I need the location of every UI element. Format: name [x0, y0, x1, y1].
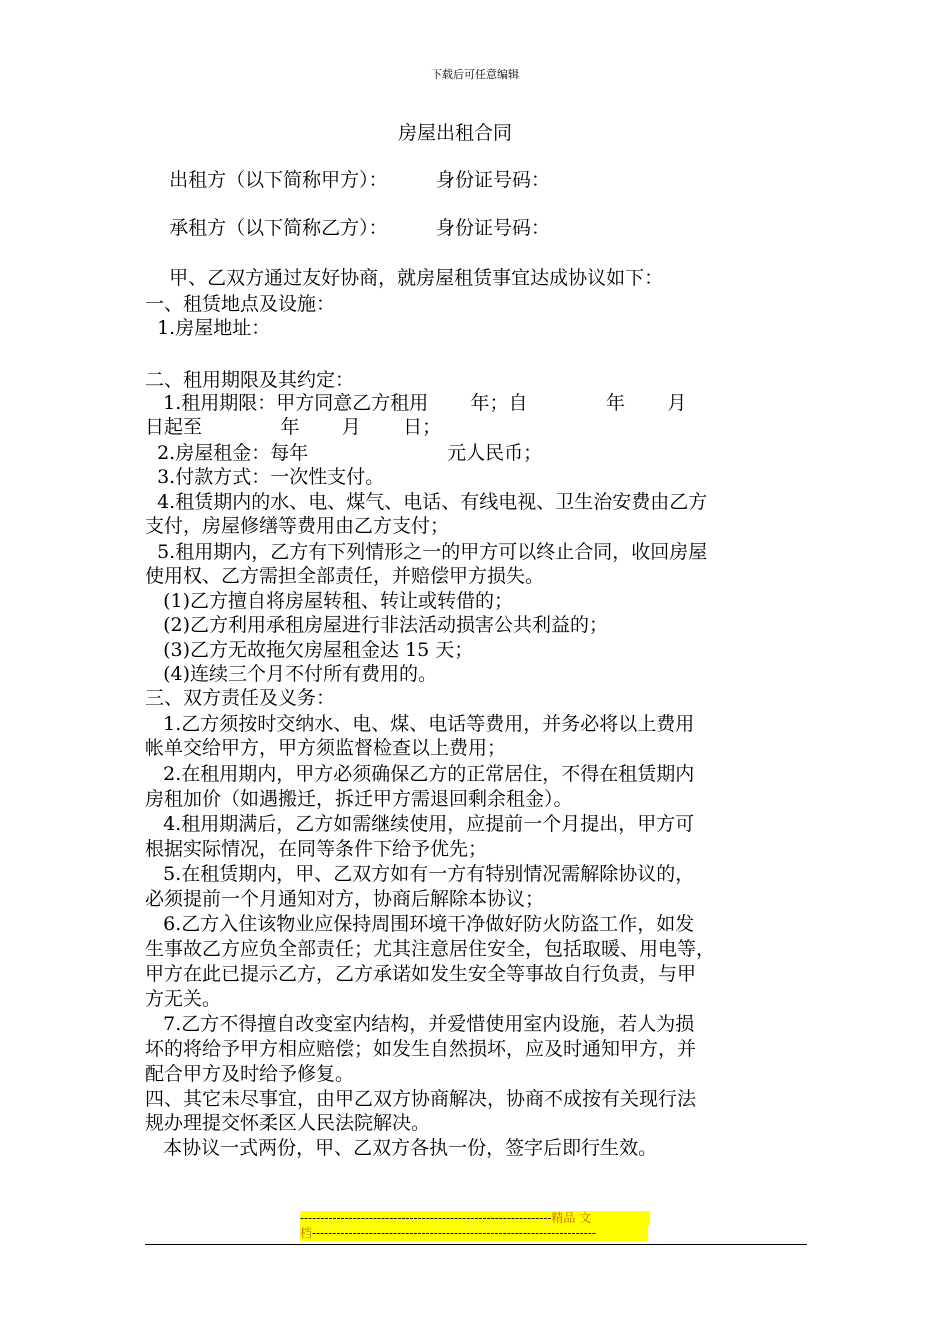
body-line: 规办理提交怀柔区人民法院解决。	[145, 1112, 431, 1134]
body-line: 3.付款方式：一次性支付。	[145, 466, 385, 488]
body-line: 2.房屋租金：每年 元人民币；	[145, 442, 543, 464]
body-line: 1.租用期限：甲方同意乙方租用 年；自 年 月	[145, 392, 687, 414]
body-line: (2)乙方利用承租房屋进行非法活动损害公共利益的；	[145, 614, 609, 636]
body-line: 5.在租赁期内，甲、乙双方如有一方有特别情况需解除协议的，	[145, 863, 695, 885]
body-line: 四、其它未尽事宜，由甲乙双方协商解决，协商不成按有关现行法	[145, 1088, 697, 1110]
body-line: 支付，房屋修缮等费用由乙方支付；	[145, 515, 450, 537]
footer-rule	[145, 1244, 807, 1245]
footer-dashes-2: ----------------------------------------------------------------------	[312, 1226, 596, 1240]
body-line: 1.房屋地址：	[145, 317, 271, 339]
header-note: 下载后可任意编辑	[431, 68, 519, 81]
body-line: 甲方在此已提示乙方，乙方承诺如发生安全等事故自行负责，与甲	[145, 963, 697, 985]
body-line: 5.租用期内，乙方有下列情形之一的甲方可以终止合同，收回房屋	[145, 541, 708, 563]
body-line: (4)连续三个月不付所有费用的。	[145, 663, 438, 685]
body-line: 日起至 年 月 日；	[145, 416, 442, 438]
body-line: 二、租用期限及其约定：	[145, 369, 355, 391]
body-line: (1)乙方擅自将房屋转租、转让或转借的；	[145, 590, 514, 612]
body-line: (3)乙方无故拖欠房屋租金达 15 天；	[145, 639, 474, 661]
footer-label: 精品 文	[551, 1211, 592, 1225]
body-line: 6.乙方入住该物业应保持周围环境干净做好防火防盗工作，如发	[145, 913, 695, 935]
body-line: 使用权、乙方需担全部责任，并赔偿甲方损失。	[145, 565, 545, 587]
body-line: 房租加价（如遇搬迁，拆迁甲方需退回剩余租金）。	[145, 788, 573, 810]
body-line: 帐单交给甲方，甲方须监督检查以上费用；	[145, 737, 507, 759]
document-title: 房屋出租合同	[397, 122, 512, 144]
footer-watermark-line1	[300, 1211, 650, 1226]
body-line: 配合甲方及时给予修复。	[145, 1063, 355, 1085]
body-line: 承租方（以下简称乙方）： 身份证号码：	[145, 217, 550, 239]
body-line: 本协议一式两份，甲、乙双方各执一份，签字后即行生效。	[145, 1137, 658, 1159]
body-line: 坏的将给予甲方相应赔偿；如发生自然损坏，应及时通知甲方，并	[145, 1038, 697, 1060]
body-line: 1.乙方须按时交纳水、电、煤、电话等费用，并务必将以上费用	[145, 713, 695, 735]
body-line: 2.在租用期内，甲方必须确保乙方的正常居住，不得在租赁期内	[145, 763, 695, 785]
body-line: 甲、乙双方通过友好协商，就房屋租赁事宜达成协议如下：	[145, 267, 664, 289]
body-line: 4.租用期满后，乙方如需继续使用，应提前一个月提出，甲方可	[145, 813, 695, 835]
footer-watermark-line2	[300, 1226, 648, 1241]
body-line: 方无关。	[145, 988, 222, 1010]
body-line: 4.租赁期内的水、电、煤气、电话、有线电视、卫生治安费由乙方	[145, 491, 708, 513]
body-line: 根据实际情况，在同等条件下给予优先；	[145, 838, 488, 860]
body-line: 必须提前一个月通知对方，协商后解除本协议；	[145, 888, 545, 910]
body-line: 三、双方责任及义务：	[145, 687, 336, 709]
body-line: 一、租赁地点及设施：	[145, 293, 336, 315]
body-line: 生事故乙方应负全部责任；尤其注意居住安全，包括取暖、用电等，	[145, 938, 716, 960]
footer-dashes: --------------------------------------------------------------	[300, 1211, 552, 1225]
body-line: 7.乙方不得擅自改变室内结构，并爱惜使用室内设施，若人为损	[145, 1013, 695, 1035]
body-line: 出租方（以下简称甲方）： 身份证号码：	[145, 169, 550, 191]
footer-label-2: 档	[300, 1226, 313, 1240]
